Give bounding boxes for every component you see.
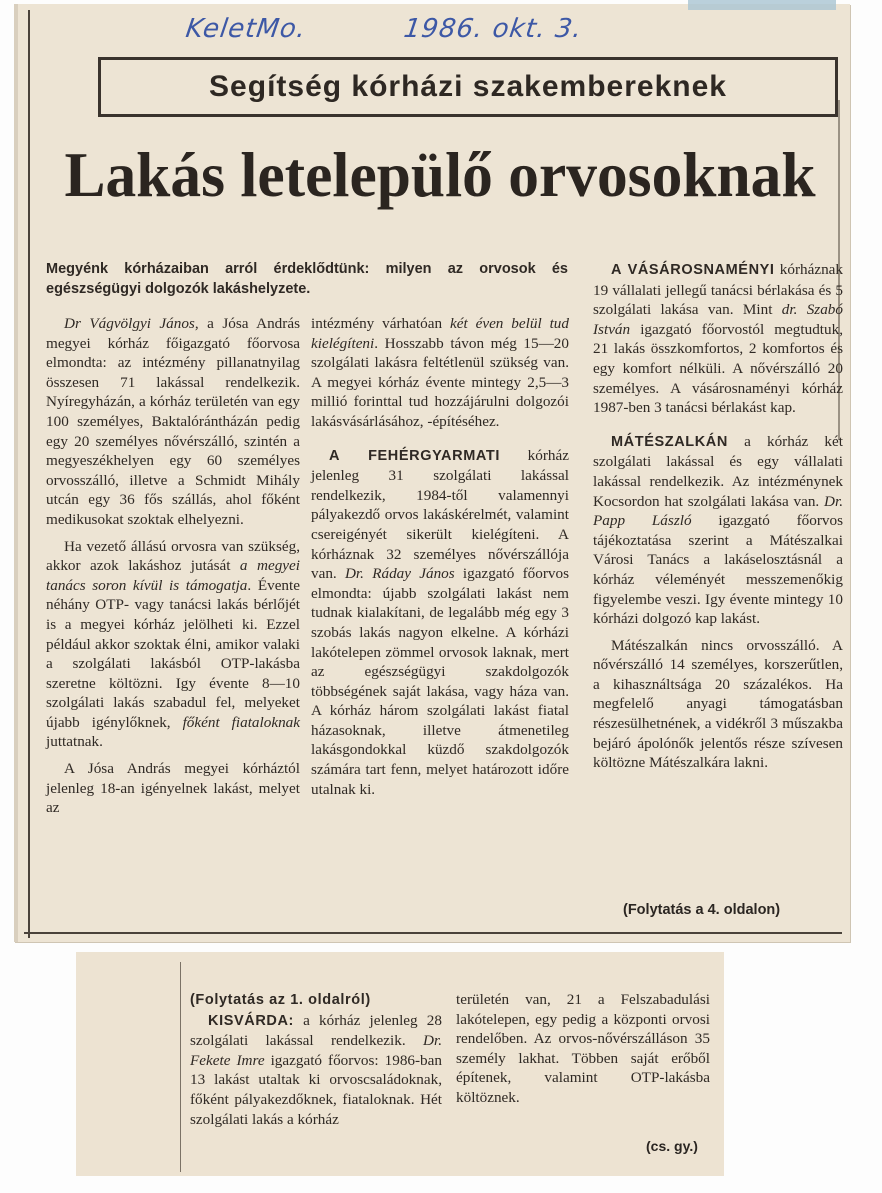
col2-paragraph-2	[311, 446, 569, 800]
col1-p2-em: a megyei tanács soron kívül is támogatja	[46, 557, 300, 594]
continued-from	[190, 990, 442, 1011]
continued-from-label: (Folytatás az 1. oldalról)	[190, 992, 371, 1008]
col3-p2-a: a kórház két szolgálati lakással és egy vállalati lakással rendelkezik. Az intézménynek Kocsordon hat szolgálati lakása van.	[593, 432, 843, 510]
bottom-rule	[24, 932, 842, 934]
col1-p2-b: . Évente néhány OTP- vagy tanácsi lakás bérlőjét is a megyei kórház jelölheti ki. Ezzel például akkor szoktak élni, amikor valaki a szolgálati lakásból OTP-lakásba szeretne költözni. Igy évente 8—10 szolgálati lakás szabadul fel, melyeket újabb igénylőknek,	[46, 576, 300, 731]
col2-p2-a: kórház jelenleg 31 szolgálati lakással rendelkezik, 1984-től valamennyi pályakezdő orvos lakáskérelmét, valamint csereigényét sikerült kielégíteni. A kórháznak 32 személyes nővérszállója van.	[311, 446, 569, 583]
name-fekete: Dr. Fekete Imre	[190, 1032, 442, 1069]
lead-paragraph: Megyénk kórházaiban arról érdeklődtünk: milyen az orvosok és egészségügyi dolgozók lakáshelyzete.	[46, 261, 568, 297]
col1-p2-a: Ha vezető állású orvosra van szükség, akkor azok lakáshoz jutását	[46, 537, 300, 575]
blue-paper-strip	[688, 0, 836, 10]
clip2-rule	[180, 962, 181, 1172]
article-column-3	[593, 260, 843, 780]
kicker-title: Segítség kórházi szakembereknek	[209, 70, 727, 103]
kicker-box	[98, 57, 838, 117]
column-rule-left	[28, 10, 30, 938]
col3-p2-b: igazgató főorvos tájékoztatása szerint a Mátészalkai Városi Tanács a lakáselosztásnál a kórház véleményét messzemenőkig figyelembe veszi. Igy évente mintegy 10 kórházi dolgozó kap lakást.	[593, 512, 844, 628]
col1-p2-c: juttatnak.	[46, 733, 103, 751]
col2-p1-em: két éven belül tud kielégíteni	[311, 315, 569, 352]
name-szabo: dr. Szabó István	[593, 301, 843, 338]
section-head-kisvarda: KISVÁRDA:	[208, 1012, 294, 1029]
col2-paragraph-1	[311, 314, 569, 432]
kisvarda-paragraph	[190, 1011, 442, 1130]
headline: Lakás letelepülő orvosoknak	[64, 139, 816, 210]
section-head-vasarosnameny: A VÁSÁROSNAMÉNYI	[611, 262, 775, 278]
col1-p2-em2: főként fiataloknak	[182, 713, 300, 731]
section-head-mateszalka: MÁTÉSZALKÁN	[611, 433, 728, 450]
kisvarda-paragraph-2: területén van, 21 a Felszabadulási lakótelepen, egy pedig a központi orvosi rendelőben. Az orvos-nővérszálláson 35 személy lakhat. Többen saját erőből építenek, valamint OTP-lakásba költöznek.	[456, 991, 710, 1106]
col1-paragraph-2	[46, 537, 300, 753]
col2-p2-b: igazgató főorvos elmondta: újabb szolgálati lakást nem tudnak kialakítani, de legalább még egy 3 szobás lakás nagyon elkelne. A kórházi lakótelepen zömmel orvosok laknak, mert az egészségügyi szakdolgozók többségének saját lakása, vagy háza van. A kórház három szolgálati lakást fiatal házasoknak, illetve átmenetileg lakásgondokkal küzdő szakdolgozók számára tart fenn, melyet határozott időre utalnak ki.	[311, 565, 569, 798]
continuation-column-2	[456, 990, 710, 1115]
col3-p1-a: kórháznak 19 vállalati jellegű tanácsi bérlakása és 5 szolgálati lakása van. Mint	[593, 261, 843, 319]
section-head-fehergyarmat: A FEHÉRGYARMATI	[329, 447, 500, 464]
author-signoff: (cs. gy.)	[646, 1138, 698, 1154]
col1-paragraph-3: A Jósa András megyei kórháztól jelenleg 18-an igényelnek lakást, melyet az	[46, 760, 300, 817]
handwritten-paper-name: KeletMo.	[183, 14, 309, 44]
col1-paragraph-1	[46, 314, 300, 530]
kisvarda-a: a kórház jelenleg 28 szolgálati lakással rendelkezik.	[190, 1011, 442, 1050]
name-vagvolgyi: Dr Vágvölgyi János	[64, 315, 195, 332]
name-raday: Dr. Ráday János	[344, 565, 455, 583]
col1-p1-text: , a Jósa András megyei kórház főigazgató főorvosa elmondta: az intézmény pillanatnyilag összesen 71 lakással rendelkezik. Nyíregyházán, a kórház területén van egy 100 személyes, Baktalórántházán pedig egy 20 személyes nővérszálló, szintén a megyeszékhelyen egy 60 személyes orvosszálló, illetve a Schmidt Mihály utcán egy 36 fős szállás, ahol főként medikusokat szoktak elhelyezni.	[46, 315, 300, 528]
col3-paragraph-1	[593, 260, 843, 418]
col2-p1-a: intézmény várhatóan	[311, 315, 450, 332]
col3-paragraph-3: Mátészalkán nincs orvosszálló. A nővérszálló 14 személyes, korszerűtlen, a kihasználtsága 20 százalékos. Ha megfelelő anyagi támogatásban részesülhetnének, a vidékről 3 műszakba bejáró ápolónők jelentős része szívesen költözne Mátészalkára lakni.	[593, 636, 843, 772]
name-papp: Dr. Papp László	[593, 492, 843, 530]
article-column-2	[311, 314, 569, 806]
col3-p1-b: igazgató főorvostól megtudtuk, 21 lakás összkomfortos, 2 komfortos és egy komfort nélküli. A nővérszálló 20 személyes. A vásárosnaményi kórház 1987-ben 3 tanácsi bérlakást kap.	[593, 320, 843, 417]
col2-p1-b: . Hosszabb távon még 15—20 szolgálati lakásra feltétlenül szükség van. A megyei kórház évente mintegy 2,5—3 millió forinttal tud hozzájárulni dolgozói lakásvásárlásához, -építéséhez.	[311, 334, 569, 430]
col3-paragraph-2	[593, 432, 843, 629]
handwritten-date: 1986. okt. 3.	[401, 14, 585, 44]
continued-on-page: (Folytatás a 4. oldalon)	[623, 902, 781, 918]
kisvarda-b: igazgató főorvos: 1986-ban 13 lakást utaltak ki orvoscsaládoknak, főként pályakezdőknek, fiataloknak. Hét szolgálati lakás a kórház	[190, 1051, 442, 1128]
article-column-1	[46, 314, 300, 825]
continuation-column-1	[190, 990, 442, 1136]
